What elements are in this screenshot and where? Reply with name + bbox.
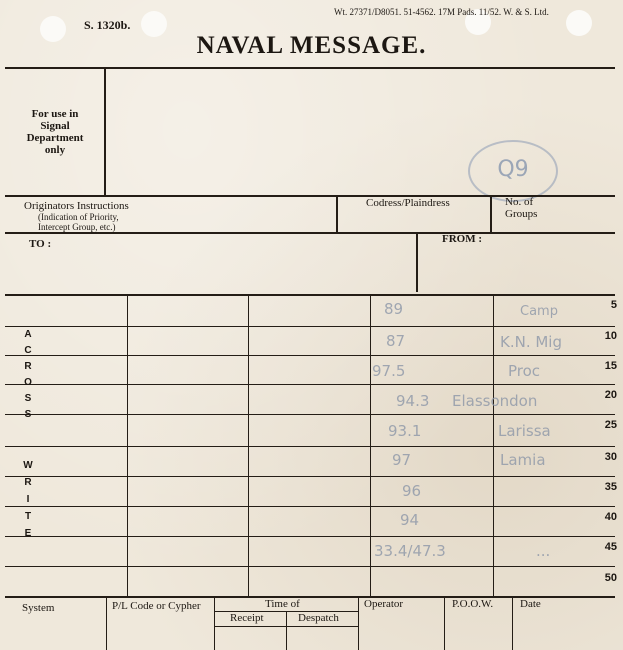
originators-note-line: (Indication of Priority,	[38, 212, 119, 222]
handwritten-entry: 96	[402, 482, 422, 500]
no-of-groups-line: No. of	[505, 196, 534, 208]
rule	[5, 232, 615, 234]
grid-row-line	[5, 446, 615, 447]
system-label: System	[22, 602, 55, 614]
signal-dept-line: only	[44, 144, 66, 156]
rule	[286, 611, 287, 650]
vertical-letter: C	[24, 345, 32, 356]
grid-column-line	[248, 294, 249, 596]
despatch-label: Despatch	[298, 612, 339, 624]
row-number: 25	[604, 419, 617, 431]
rule	[358, 596, 359, 650]
handwritten-entry: Camp	[520, 304, 558, 319]
grid-row-line	[5, 414, 615, 415]
originators-instructions-label: Originators Instructions	[24, 200, 129, 212]
to-label: TO :	[29, 238, 52, 250]
grid-row-line	[5, 384, 615, 385]
time-of-label: Time of	[265, 598, 300, 610]
row-number: 45	[604, 541, 617, 553]
handwritten-entry: 97	[392, 451, 412, 469]
originators-note	[38, 212, 119, 232]
vertical-letter: O	[24, 377, 32, 388]
row-number: 35	[604, 481, 617, 493]
no-of-groups-label	[505, 196, 537, 220]
from-label: FROM :	[442, 233, 483, 245]
vertical-letter: S	[24, 409, 32, 420]
operator-label: Operator	[364, 598, 404, 610]
originators-note-line: Intercept Group, etc.)	[38, 222, 116, 232]
rule	[416, 232, 418, 292]
vertical-letter: I	[26, 494, 30, 505]
row-number: 30	[604, 451, 617, 463]
handwritten-entry: Proc	[508, 362, 541, 380]
handwritten-entry: Larissa	[498, 422, 551, 440]
handwritten-entry: 94	[400, 511, 420, 529]
rule	[106, 596, 107, 650]
signal-dept-line: For use in	[31, 108, 79, 120]
poow-label: P.O.O.W.	[452, 598, 494, 610]
handwritten-entry: 94.3	[396, 392, 430, 410]
grid-row-line	[5, 476, 615, 477]
handwritten-entry: Elassondon	[452, 392, 538, 410]
rule	[5, 67, 615, 69]
codress-label: Codress/Plaindress	[366, 197, 450, 209]
handwritten-entry: 33.4/47.3	[374, 542, 446, 560]
handwritten-entry: 87	[386, 332, 406, 350]
rule	[512, 596, 513, 650]
row-number: 40	[604, 511, 617, 523]
rule	[5, 294, 615, 296]
signal-dept-line: Signal	[40, 120, 70, 132]
vertical-letter: R	[24, 361, 32, 372]
grid-row-line	[5, 506, 615, 507]
row-number: 15	[604, 360, 617, 372]
grid-row-line	[5, 566, 615, 567]
rule	[104, 67, 106, 195]
receipt-label: Receipt	[230, 612, 264, 624]
print-info: Wt. 27371/D8051. 51-4562. 17M Pads. 11/52. W. & S. Ltd.	[334, 7, 549, 17]
handwritten-entry: 93.1	[388, 422, 422, 440]
rule	[490, 195, 492, 232]
vertical-letter: E	[24, 528, 32, 539]
row-number: 5	[610, 299, 617, 311]
pencil-stamp: Q9	[468, 140, 558, 202]
grid-row-line	[5, 536, 615, 537]
row-number: 10	[604, 330, 617, 342]
signal-dept-line: Department	[26, 132, 84, 144]
handwritten-entry: 89	[384, 300, 404, 318]
form-title: NAVAL MESSAGE.	[196, 32, 427, 59]
handwritten-entry: K.N. Mig	[500, 333, 562, 351]
rule	[214, 626, 358, 627]
vertical-letter: S	[24, 393, 32, 404]
form-number: S. 1320b.	[84, 18, 131, 32]
handwritten-entry: Lamia	[500, 451, 546, 469]
pl-code-label: P/L Code or Cypher	[112, 600, 201, 612]
grid-row-line	[5, 326, 615, 327]
vertical-letter: R	[24, 477, 32, 488]
row-number: 50	[604, 572, 617, 584]
handwritten-entry: 97.5	[372, 362, 406, 380]
signal-department-label	[12, 108, 98, 156]
rule	[214, 596, 215, 650]
vertical-letter: T	[24, 511, 32, 522]
row-number: 20	[604, 389, 617, 401]
grid-column-line	[493, 294, 494, 596]
vertical-letter: W	[23, 460, 33, 471]
grid-column-line	[370, 294, 371, 596]
vertical-letter: A	[24, 329, 32, 340]
write-vertical-label	[21, 457, 35, 542]
rule	[336, 195, 338, 232]
grid-column-line	[127, 294, 128, 596]
across-vertical-label	[21, 327, 35, 423]
no-of-groups-line: Groups	[505, 208, 538, 220]
grid-row-line	[5, 355, 615, 356]
date-label: Date	[520, 598, 541, 610]
handwritten-entry: ...	[536, 542, 551, 560]
rule	[444, 596, 445, 650]
